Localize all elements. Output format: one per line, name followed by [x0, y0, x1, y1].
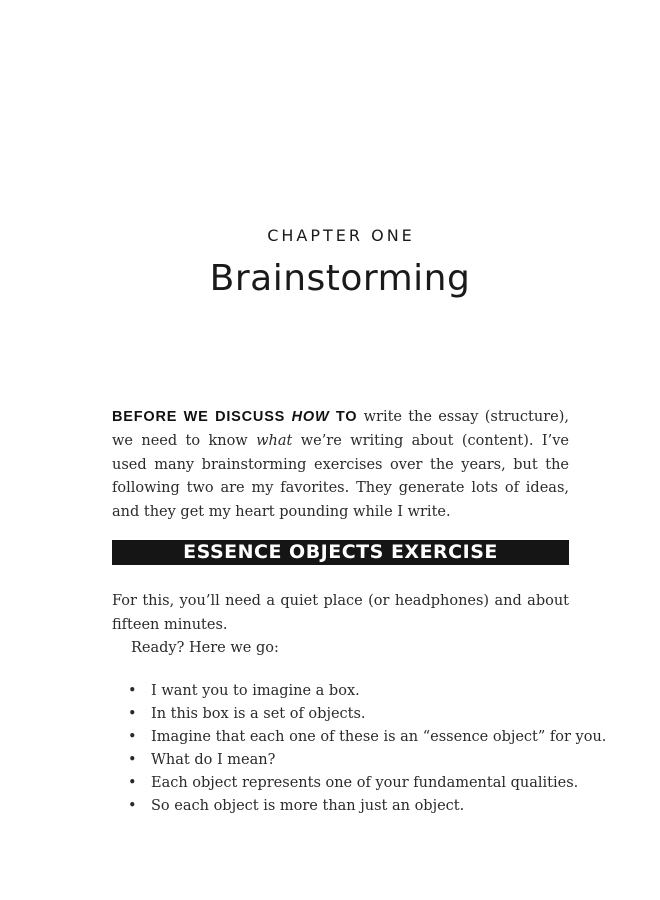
list-item-text: What do I mean?	[151, 752, 276, 768]
list-item	[126, 703, 606, 726]
list-item	[126, 749, 606, 772]
ready-line: Ready? Here we go:	[131, 640, 279, 656]
list-item	[126, 795, 606, 818]
lead-in-part2: TO	[329, 409, 358, 425]
bullet-icon: •	[128, 683, 137, 699]
section-heading: ESSENCE OBJECTS EXERCISE	[112, 540, 569, 565]
bullet-icon: •	[128, 706, 137, 722]
chapter-title: Brainstorming	[209, 258, 471, 299]
list-item-text: In this box is a set of objects.	[151, 706, 366, 722]
bullet-icon: •	[128, 775, 137, 791]
bullet-icon: •	[128, 729, 137, 745]
lead-in	[112, 409, 357, 425]
bullet-list	[126, 680, 606, 818]
lead-in-emphasis: HOW	[291, 409, 330, 425]
list-item-text: I want you to imagine a box.	[151, 683, 360, 699]
bullet-icon: •	[128, 798, 137, 814]
section-paragraph: For this, you’ll need a quiet place (or headphones) and about fifteen minutes.	[112, 593, 569, 633]
intro-text-part2: we’re writing about (content). I’ve used many brainstorming exercises over the years, but the following two are my favorites. They generate lots of ideas, and they get my heart pounding while I write.	[112, 432, 569, 521]
list-item-text: Imagine that each one of these is an “essence object” for you.	[151, 729, 607, 745]
list-item	[126, 680, 606, 703]
lead-in-part1: BEFORE WE DISCUSS	[112, 409, 292, 425]
intro-text-part1: write the essay (structure), we need to know	[112, 409, 569, 449]
intro-text-emphasis: what	[256, 432, 293, 449]
chapter-label: CHAPTER ONE	[267, 226, 415, 245]
bullet-icon: •	[128, 752, 137, 768]
list-item	[126, 772, 606, 795]
list-item-text: So each object is more than just an object.	[151, 798, 465, 814]
list-item-text: Each object represents one of your fundamental qualities.	[151, 775, 579, 791]
intro-paragraph	[112, 406, 569, 525]
list-item	[126, 726, 606, 749]
